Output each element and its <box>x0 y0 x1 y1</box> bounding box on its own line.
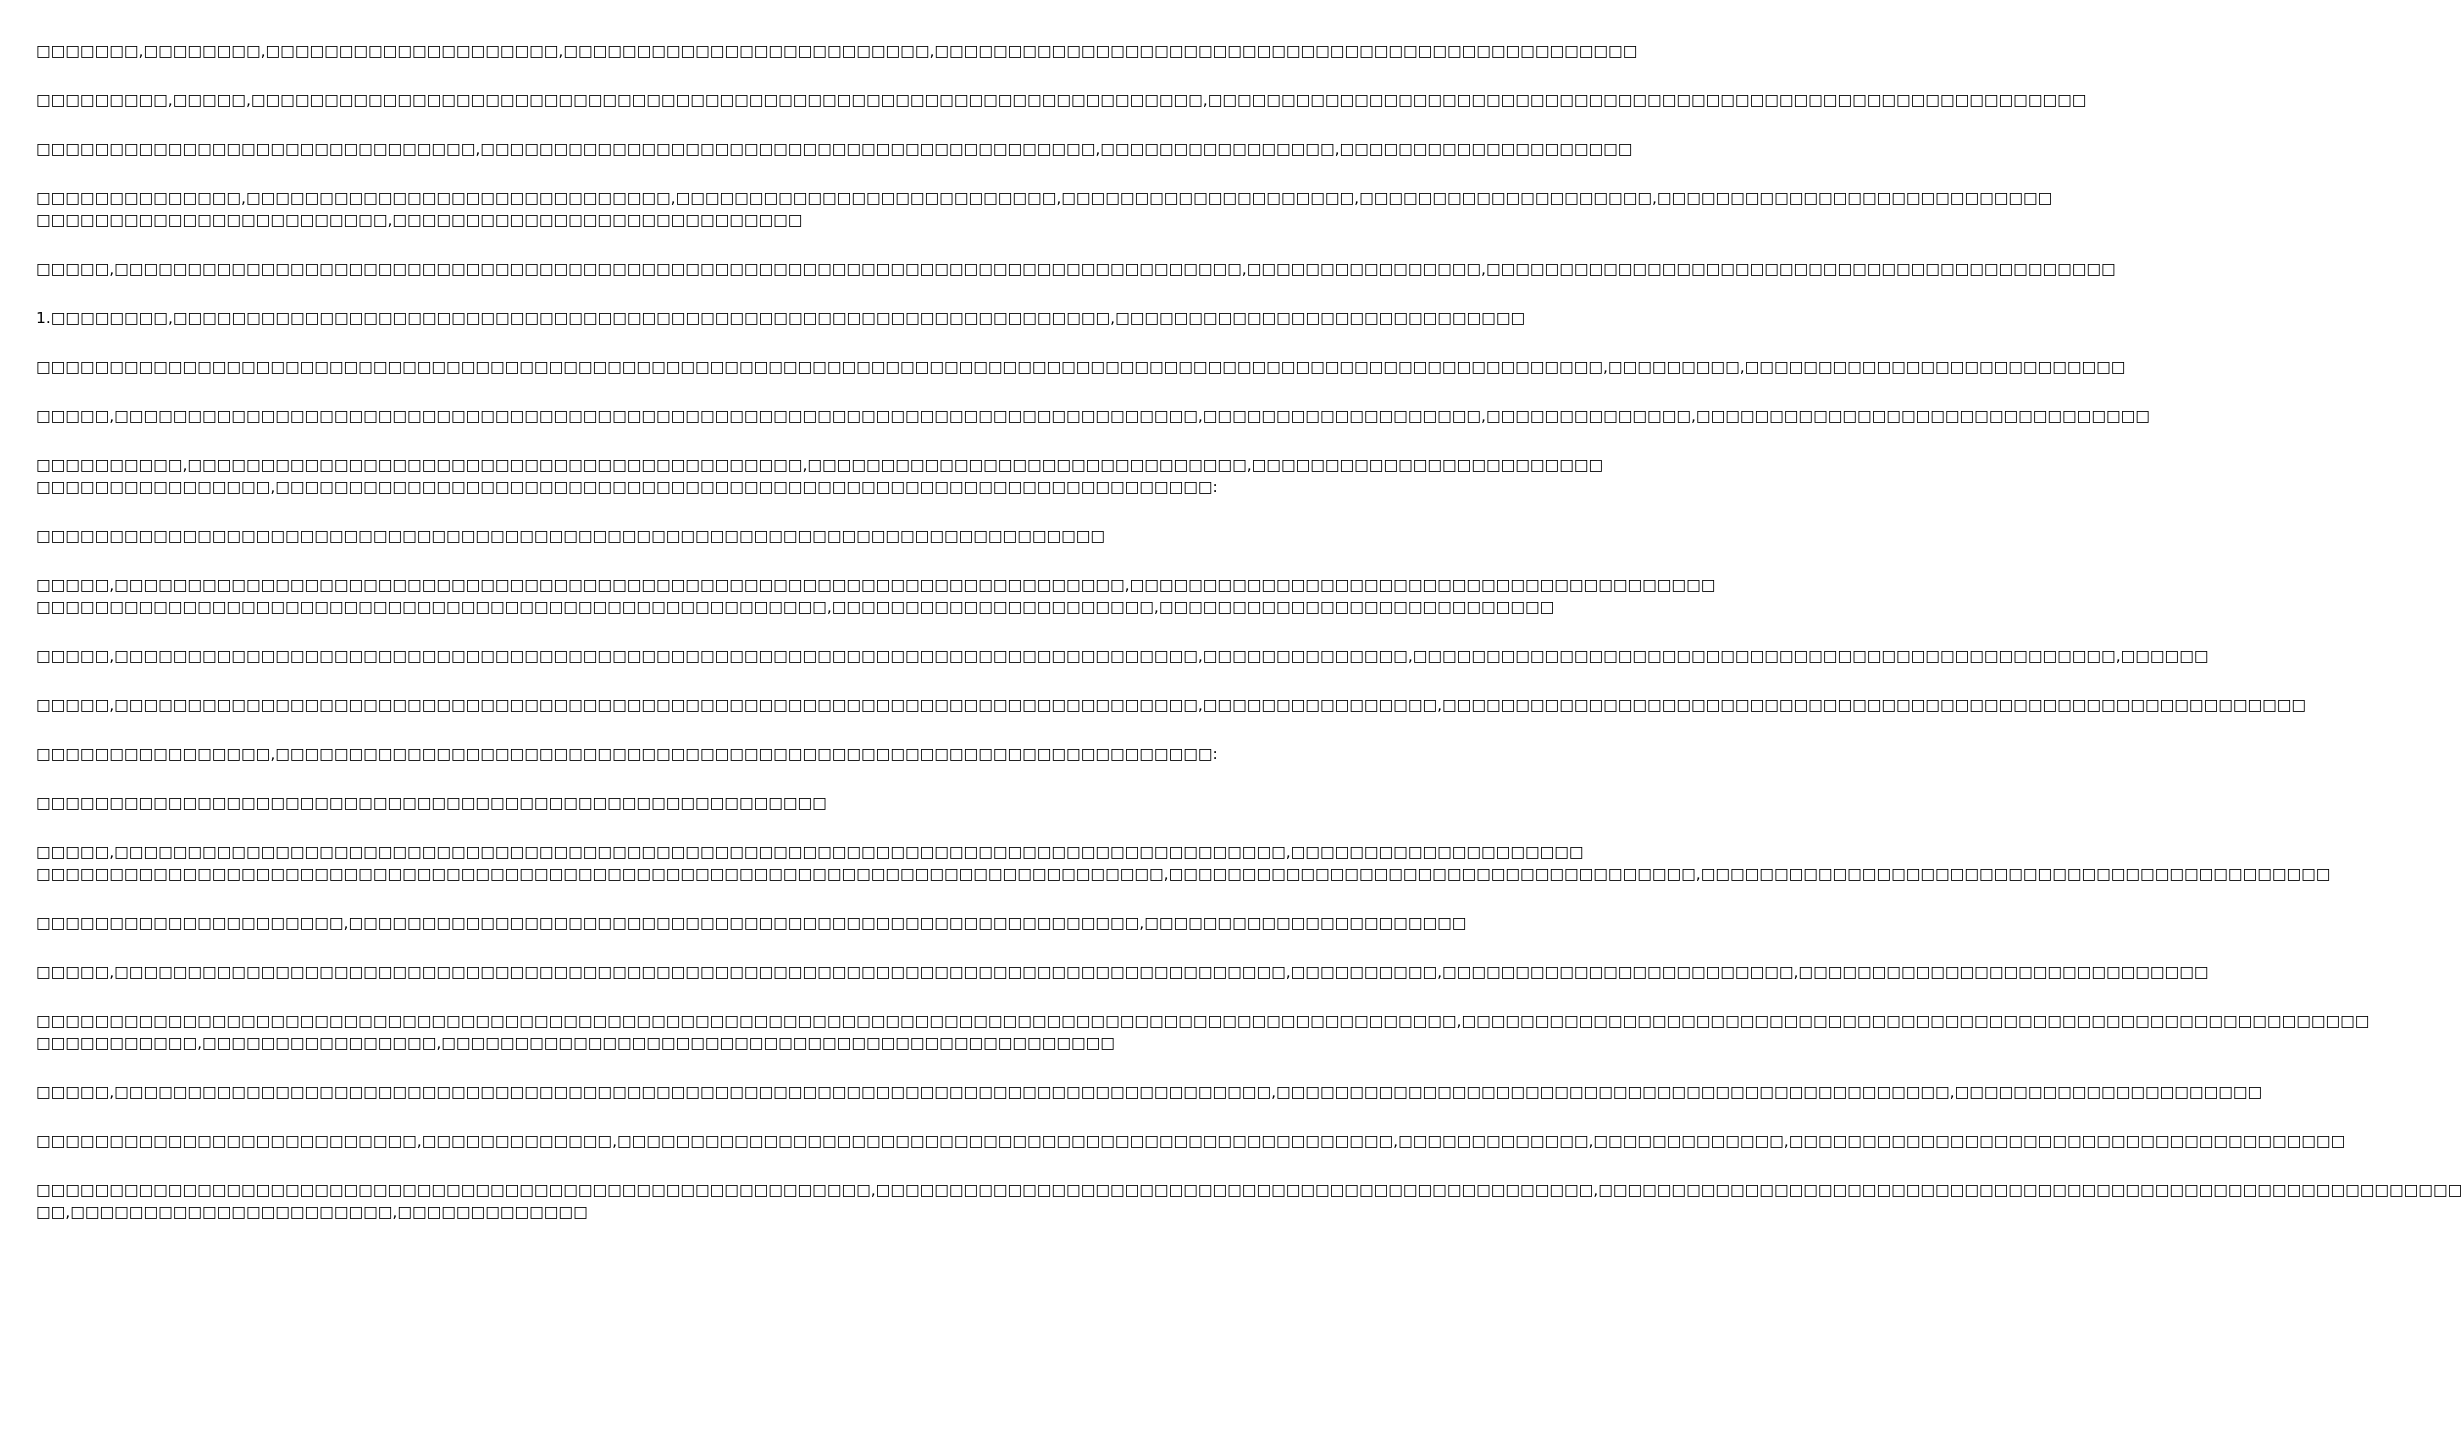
text-line: □□□□□□□□□□□□□□□□□□□□□□□□□□□□□□□□□□□□□□□□□□□□□□□□□□□□□□ <box>36 794 827 812</box>
text-line: □□□□□□□□□□□□□□□□□□□□□□□□□□□□□□□□□□□□□□□□□□□□□□□□□□□□□□□□□,□□□□□□□□□□□□□□□□□□□□□□□□□□□□□□□□□□□□□□□□□□□□□□□□□,□□□□□□□□□□□□□□□□□□□□□□□□□□□□□□□□□□□□□□□□□□□□□□□□□□□□□□□□□□□ <box>36 1181 2462 1199</box>
paragraph <box>36 40 1638 62</box>
paragraph <box>36 258 2116 280</box>
paragraph <box>36 574 1716 618</box>
text-line: □□□□□□□□□□□□□□□□□□□□□□□□□□□□□□□□□□□□□□□□□□□□□□□□□□□□□□□□□□□□□□□□□□□□□□□□□□□□□,□□□□□□□□□□□□□□□□□□□□□□□□□□□□□□□□□□□□,□□□□□□□□□□□□□□□□□□□□□□□□□□□□□□□□□□□□□□□□□□□ <box>36 865 2331 883</box>
paragraph <box>36 1081 2263 1103</box>
document-page <box>36 40 2462 1250</box>
text-line: □□□□□□□□□□□□□□□□,□□□□□□□□□□□□□□□□□□□□□□□□□□□□□□□□□□□□□□□□□□□□□□□□□□□□□□□□□□□□□□□□: <box>36 478 1218 496</box>
paragraph <box>36 694 2307 716</box>
paragraph <box>36 187 2053 231</box>
text-line: □□□□□,□□□□□□□□□□□□□□□□□□□□□□□□□□□□□□□□□□□□□□□□□□□□□□□□□□□□□□□□□□□□□□□□□□□□□,□□□□□□□□□□□□□□□□□□□□□□□□□□□□□□□□□□□□□□□□ <box>36 576 1716 594</box>
text-line: □□□□□,□□□□□□□□□□□□□□□□□□□□□□□□□□□□□□□□□□□□□□□□□□□□□□□□□□□□□□□□□□□□□□□□□□□□□□□□□□□□□,□□□□□□□□□□□□□□□□,□□□□□□□□□□□□□□□□□□□□□□□□□□□□□□□□□□□□□□□□□□□ <box>36 260 2116 278</box>
text-line: □□□□□□□□□□□□□□□□□□□□□□□□□□□□□□□□□□□□□□□□□□□□□□□□□□□□□□□□□□□□□□□□□□□□□□□□□ <box>36 527 1106 545</box>
paragraph <box>36 89 2087 111</box>
text-line: □□□□□□□□□□□□□□□□□□□□□□□□,□□□□□□□□□□□□□□□□□□□□□□□□□□□□ <box>36 211 803 229</box>
text-line: □□□□□□□□□□□□□□□□,□□□□□□□□□□□□□□□□□□□□□□□□□□□□□□□□□□□□□□□□□□□□□□□□□□□□□□□□□□□□□□□□: <box>36 745 1218 763</box>
paragraph <box>36 405 2150 427</box>
paragraph <box>36 1130 2346 1152</box>
paragraph <box>36 743 1218 765</box>
text-line: □□□□□□□□□□□□□□□□□□□□□□□□□□□□□□□□□□□□□□□□□□□□□□□□□□□□□□□□□□□□□□□□□□□□□□□□□□□□□□□□□□□□□□□□□□□□□□□□□,□□□□□□□□□□□□□□□□□□□□□□□□□□□□□□□□□□□□□□□□□□□□□□□□□□□□□□□□□□□□□□ <box>36 1012 2370 1030</box>
text-line: □□□□□□□□□□□□□□□□□□□□□□□□□□□□□□,□□□□□□□□□□□□□□□□□□□□□□□□□□□□□□□□□□□□□□□□□□,□□□□□□□□□□□□□□□□,□□□□□□□□□□□□□□□□□□□□ <box>36 140 1633 158</box>
paragraph <box>36 1010 2370 1054</box>
paragraph <box>36 1179 2462 1223</box>
paragraph <box>36 525 1106 547</box>
text-line: 1.□□□□□□□□,□□□□□□□□□□□□□□□□□□□□□□□□□□□□□□□□□□□□□□□□□□□□□□□□□□□□□□□□□□□□□□□□,□□□□□□□□□□□□□□□□□□□□□□□□□□□□ <box>36 309 1526 327</box>
text-line: □□□□□,□□□□□□□□□□□□□□□□□□□□□□□□□□□□□□□□□□□□□□□□□□□□□□□□□□□□□□□□□□□□□□□□□□□□□□□□□□□□□□□□,□□□□□□□□□□,□□□□□□□□□□□□□□□□□□□□□□□□,□□□□□□□□□□□□□□□□□□□□□□□□□□□□ <box>36 963 2209 981</box>
text-line: □□□□□□□□□□□□□□□□□□□□□□□□□□□□□□□□□□□□□□□□□□□□□□□□□□□□□□□□□□□□□□□□□□□□□□□□□□□□□□□□□□□□□□□□□□□□□□□□□□□□□□□□□□□,□□□□□□□□□,□□□□□□□□□□□□□□□□□□□□□□□□□□ <box>36 358 2126 376</box>
paragraph <box>36 841 2331 885</box>
text-line: □□□□□,□□□□□□□□□□□□□□□□□□□□□□□□□□□□□□□□□□□□□□□□□□□□□□□□□□□□□□□□□□□□□□□□□□□□□□□□□□,□□□□□□□□□□□□□□□□,□□□□□□□□□□□□□□□□□□□□□□□□□□□□□□□□□□□□□□□□□□□□□□□□□□□□□□□□□□□ <box>36 696 2307 714</box>
text-line: □□□□□,□□□□□□□□□□□□□□□□□□□□□□□□□□□□□□□□□□□□□□□□□□□□□□□□□□□□□□□□□□□□□□□□□□□□□□□□□□,□□□□□□□□□□□□□□,□□□□□□□□□□□□□□□□□□□□□□□□□□□□□□□□□□□□□□□□□□□□□□□□,□□□□□□ <box>36 647 2209 665</box>
text-line: □□□□□□□□□□□□□□□□□□□□□□□□□□□□□□□□□□□□□□□□□□□□□□□□□□□□□□,□□□□□□□□□□□□□□□□□□□□□□,□□□□□□□□□□□□□□□□□□□□□□□□□□□ <box>36 598 1555 616</box>
text-line: □□□□□□□□□□□□□□□□□□□□□□□□□□,□□□□□□□□□□□□□,□□□□□□□□□□□□□□□□□□□□□□□□□□□□□□□□□□□□□□□□□□□□□□□□□□□□□,□□□□□□□□□□□□□,□□□□□□□□□□□□□,□□□□□□□□□□□□□□□□□□□□□□□□□□□□□□□□□□□□□□ <box>36 1132 2346 1150</box>
paragraph <box>36 912 1467 934</box>
text-line: □□□□□□□□□□,□□□□□□□□□□□□□□□□□□□□□□□□□□□□□□□□□□□□□□□□□□,□□□□□□□□□□□□□□□□□□□□□□□□□□□□□□,□□□□□□□□□□□□□□□□□□□□□□□□ <box>36 456 1604 474</box>
paragraph <box>36 645 2209 667</box>
paragraph <box>36 356 2126 378</box>
text-line: □□,□□□□□□□□□□□□□□□□□□□□□□,□□□□□□□□□□□□□ <box>36 1203 588 1221</box>
text-line: □□□□□□□,□□□□□□□□,□□□□□□□□□□□□□□□□□□□□,□□□□□□□□□□□□□□□□□□□□□□□□□,□□□□□□□□□□□□□□□□□□□□□□□□□□□□□□□□□□□□□□□□□□□□□□□□ <box>36 42 1638 60</box>
paragraph <box>36 961 2209 983</box>
text-line: □□□□□,□□□□□□□□□□□□□□□□□□□□□□□□□□□□□□□□□□□□□□□□□□□□□□□□□□□□□□□□□□□□□□□□□□□□□□□□□□□□□□□□,□□□□□□□□□□□□□□□□□□□□ <box>36 843 1584 861</box>
paragraph <box>36 792 988 814</box>
text-line: □□□□□□□□□,□□□□□,□□□□□□□□□□□□□□□□□□□□□□□□□□□□□□□□□□□□□□□□□□□□□□□□□□□□□□□□□□□□□□□□□,□□□□□□□□□□□□□□□□□□□□□□□□□□□□□□□□□□□□□□□□□□□□□□□□□□□□□□□□□□□□ <box>36 91 2087 109</box>
paragraph <box>36 138 1633 160</box>
text-line: □□□□□□□□□□□□□□□□□□□□□,□□□□□□□□□□□□□□□□□□□□□□□□□□□□□□□□□□□□□□□□□□□□□□□□□□□□□□,□□□□□□□□□□□□□□□□□□□□□□ <box>36 914 1467 932</box>
paragraph <box>36 307 1526 329</box>
text-line: □□□□□□□□□□□□□□,□□□□□□□□□□□□□□□□□□□□□□□□□□□□□,□□□□□□□□□□□□□□□□□□□□□□□□□□,□□□□□□□□□□□□□□□□□□□□,□□□□□□□□□□□□□□□□□□□□,□□□□□□□□□□□□□□□□□□□□□□□□□□□ <box>36 189 2053 207</box>
text-line: □□□□□,□□□□□□□□□□□□□□□□□□□□□□□□□□□□□□□□□□□□□□□□□□□□□□□□□□□□□□□□□□□□□□□□□□□□□□□□□□,□□□□□□□□□□□□□□□□□□□,□□□□□□□□□□□□□□,□□□□□□□□□□□□□□□□□□□□□□□□□□□□□□□ <box>36 407 2150 425</box>
text-line: □□□□□□□□□□□,□□□□□□□□□□□□□□□□,□□□□□□□□□□□□□□□□□□□□□□□□□□□□□□□□□□□□□□□□□□□□□□ <box>36 1034 1115 1052</box>
text-line: □□□□□,□□□□□□□□□□□□□□□□□□□□□□□□□□□□□□□□□□□□□□□□□□□□□□□□□□□□□□□□□□□□□□□□□□□□□□□□□□□□□□□,□□□□□□□□□□□□□□□□□□□□□□□□□□□□□□□□□□□□□□□□□□□□□□,□□□□□□□□□□□□□□□□□□□□□ <box>36 1083 2263 1101</box>
paragraph <box>36 454 1604 498</box>
